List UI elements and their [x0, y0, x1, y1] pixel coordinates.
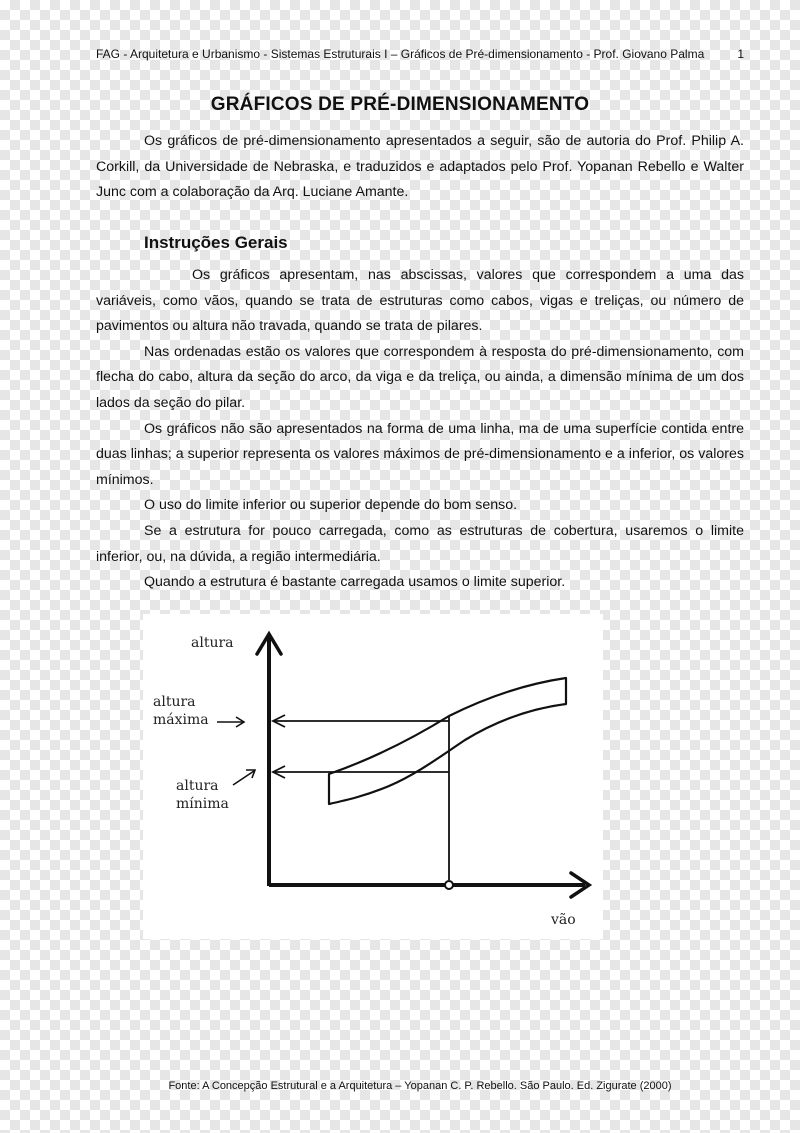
paragraph-superficie: Os gráficos não são apresentados na forma de uma linha, ma de uma superfície contida entre duas linhas; a superior representa os valores máximos de pré-dimensionamento e a inferior, os valores mínimos.: [96, 420, 744, 488]
paragraph-pouco-carregada: Se a estrutura for pouco carregada, como as estruturas de cobertura, usaremos o limite inferior, ou, na dúvida, a região intermediária.: [96, 522, 744, 565]
pre-dimensioning-figure: [143, 614, 603, 939]
min-label-line1: altura: [176, 778, 219, 794]
y-axis-label: altura: [191, 635, 234, 651]
paragraph-ordenadas: Nas ordenadas estão os valores que correspondem à resposta do pré-dimensionamento, com flecha do cabo, altura da seção do arco, da viga e da treliça, ou ainda, a dimensão mínima de um dos lados da seção do pilar.: [96, 343, 744, 411]
min-label-line2: mínima: [176, 796, 229, 812]
max-label-line2: máxima: [153, 712, 209, 728]
max-label-line1: altura: [153, 694, 196, 710]
span-marker: [445, 881, 453, 889]
document-title: GRÁFICOS DE PRÉ-DIMENSIONAMENTO: [210, 94, 590, 115]
min-label-pointer: [233, 771, 254, 785]
running-header: [96, 47, 744, 61]
source-footer: Fonte: A Concepção Estrutural e a Arquitetura – Yopanan C. P. Rebello. São Paulo. Ed. Zigurate (2000): [168, 1080, 672, 1092]
dimension-band: [329, 678, 566, 804]
page-number: 1: [737, 47, 744, 61]
running-title: FAG - Arquitetura e Urbanismo - Sistemas Estruturais I – Gráficos de Pré-dimensionamento - Prof. Giovano Palma: [96, 47, 705, 61]
paragraph-bom-senso: O uso do limite inferior ou superior depende do bom senso.: [144, 497, 518, 514]
paragraph-bastante-carregada: Quando a estrutura é bastante carregada usamos o limite superior.: [144, 574, 566, 591]
paragraph-abscissas: Os gráficos apresentam, nas abscissas, valores que correspondem a uma das variáveis, como vãos, quando se trata de estruturas como cabos, vigas e treliças, ou número de pavimentos ou altura não travada, quando se trata de pilares.: [96, 267, 744, 335]
figure-drawing: [143, 614, 603, 939]
section-body: [96, 263, 744, 596]
intro-paragraph: Os gráficos de pré-dimensionamento apresentados a seguir, são de autoria do Prof. Philip A. Corkill, da Universidade de Nebraska, e traduzidos e adaptados pelo Prof. Yopanan Rebello e Walter Junc com a colaboração da Arq. Luciane Amante.: [96, 133, 744, 201]
section-heading: Instruções Gerais: [144, 233, 288, 252]
x-axis-label: vão: [551, 912, 576, 928]
intro-block: [96, 129, 744, 206]
